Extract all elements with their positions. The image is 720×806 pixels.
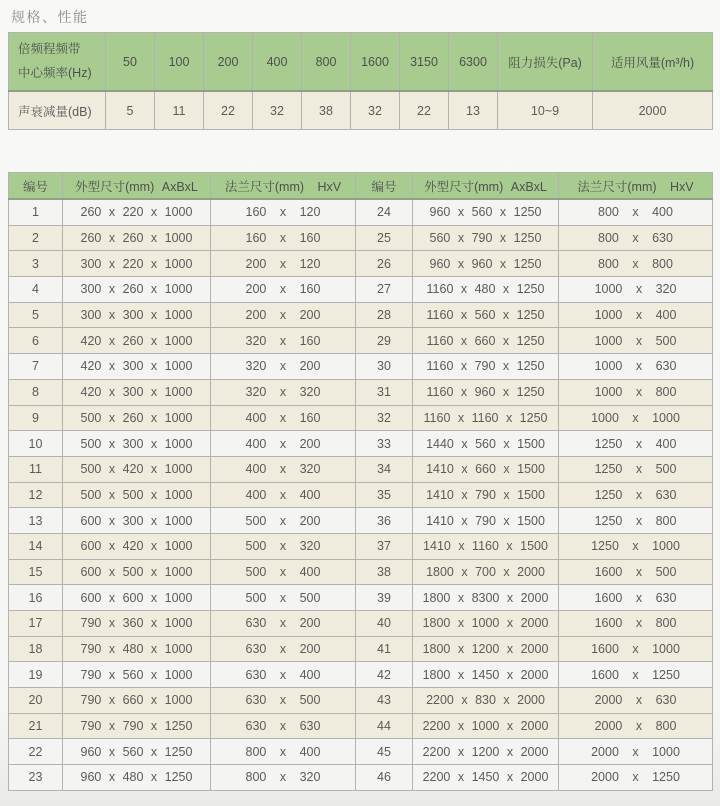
- table-row: [9, 559, 713, 585]
- table-row: [9, 251, 713, 277]
- row-number-cell: 28: [356, 302, 413, 328]
- outer-size-cell: 600 x 600 x 1000: [63, 585, 211, 611]
- outer-size-cell: 500 x 420 x 1000: [63, 456, 211, 482]
- table-row: [9, 688, 713, 714]
- attenuation-value-cell: 32: [253, 91, 302, 130]
- outer-size-header-cell: 外型尺寸(mm) AxBxL: [413, 173, 559, 200]
- flange-size-cell: 400 x 400: [211, 482, 356, 508]
- row-number-cell: 19: [9, 662, 63, 688]
- flange-size-cell: 800 x 320: [211, 765, 356, 791]
- flange-size-cell: 160 x 160: [211, 225, 356, 251]
- outer-size-cell: 1410 x 660 x 1500: [413, 456, 559, 482]
- flange-size-cell: 800 x 400: [211, 739, 356, 765]
- table-row: [9, 482, 713, 508]
- flange-size-header-cell: 法兰尺寸(mm) HxV: [559, 173, 713, 200]
- table-row: [9, 199, 713, 225]
- frequency-header-cell: 100: [155, 33, 204, 92]
- row-number-cell: 1: [9, 199, 63, 225]
- flange-size-cell: 800 x 400: [559, 199, 713, 225]
- row-number-cell: 44: [356, 713, 413, 739]
- row-number-cell: 46: [356, 765, 413, 791]
- outer-size-cell: 260 x 220 x 1000: [63, 199, 211, 225]
- outer-size-cell: 1410 x 790 x 1500: [413, 482, 559, 508]
- row-number-cell: 36: [356, 508, 413, 534]
- flange-size-cell: 160 x 120: [211, 199, 356, 225]
- octave-band-label-line2: 中心频率(Hz): [18, 65, 92, 80]
- row-number-cell: 30: [356, 354, 413, 380]
- row-number-cell: 41: [356, 636, 413, 662]
- row-number-cell: 42: [356, 662, 413, 688]
- flange-size-cell: 1250 x 630: [559, 482, 713, 508]
- row-number-cell: 5: [9, 302, 63, 328]
- resistance-loss-value-cell: 10~9: [498, 91, 593, 130]
- outer-size-cell: 1160 x 560 x 1250: [413, 302, 559, 328]
- row-number-cell: 13: [9, 508, 63, 534]
- outer-size-cell: 2200 x 830 x 2000: [413, 688, 559, 714]
- outer-size-cell: 600 x 300 x 1000: [63, 508, 211, 534]
- flange-size-cell: 500 x 500: [211, 585, 356, 611]
- page-title: 规格、性能: [11, 9, 89, 25]
- flange-size-cell: 630 x 200: [211, 636, 356, 662]
- outer-size-cell: 1160 x 960 x 1250: [413, 379, 559, 405]
- flange-size-cell: 630 x 200: [211, 611, 356, 637]
- row-number-cell: 38: [356, 559, 413, 585]
- outer-size-cell: 2200 x 1000 x 2000: [413, 713, 559, 739]
- outer-size-cell: 1410 x 1160 x 1500: [413, 533, 559, 559]
- outer-size-cell: 260 x 260 x 1000: [63, 225, 211, 251]
- frequency-header-cell: 200: [204, 33, 253, 92]
- row-number-cell: 31: [356, 379, 413, 405]
- outer-size-cell: 1160 x 790 x 1250: [413, 354, 559, 380]
- flange-size-header-cell: 法兰尺寸(mm) HxV: [211, 173, 356, 200]
- flange-size-cell: 500 x 200: [211, 508, 356, 534]
- row-number-cell: 6: [9, 328, 63, 354]
- spec-header-row: [9, 33, 713, 92]
- outer-size-cell: 1160 x 480 x 1250: [413, 277, 559, 303]
- row-number-cell: 2: [9, 225, 63, 251]
- outer-size-cell: 790 x 790 x 1250: [63, 713, 211, 739]
- flange-size-cell: 1000 x 630: [559, 354, 713, 380]
- flange-size-cell: 800 x 630: [559, 225, 713, 251]
- outer-size-cell: 1410 x 790 x 1500: [413, 508, 559, 534]
- outer-size-header-cell: 外型尺寸(mm) AxBxL: [63, 173, 211, 200]
- table-row: [9, 662, 713, 688]
- flange-size-cell: 1600 x 800: [559, 611, 713, 637]
- outer-size-cell: 500 x 300 x 1000: [63, 431, 211, 457]
- flange-size-cell: 2000 x 800: [559, 713, 713, 739]
- flange-size-cell: 1000 x 400: [559, 302, 713, 328]
- outer-size-cell: 1800 x 1450 x 2000: [413, 662, 559, 688]
- performance-spec-table: [8, 32, 713, 130]
- row-number-cell: 35: [356, 482, 413, 508]
- flange-size-cell: 1000 x 320: [559, 277, 713, 303]
- row-number-cell: 10: [9, 431, 63, 457]
- row-number-cell: 37: [356, 533, 413, 559]
- row-number-cell: 21: [9, 713, 63, 739]
- airflow-header-cell: 适用风量(m³/h): [593, 33, 713, 92]
- row-number-cell: 18: [9, 636, 63, 662]
- octave-band-header-cell: [9, 33, 106, 92]
- row-number-cell: 26: [356, 251, 413, 277]
- outer-size-cell: 790 x 480 x 1000: [63, 636, 211, 662]
- flange-size-cell: 500 x 400: [211, 559, 356, 585]
- table-row: [9, 533, 713, 559]
- flange-size-cell: 1600 x 630: [559, 585, 713, 611]
- outer-size-cell: 790 x 360 x 1000: [63, 611, 211, 637]
- outer-size-cell: 420 x 300 x 1000: [63, 379, 211, 405]
- row-number-cell: 39: [356, 585, 413, 611]
- row-number-cell: 14: [9, 533, 63, 559]
- row-number-cell: 25: [356, 225, 413, 251]
- row-number-cell: 4: [9, 277, 63, 303]
- table-row: [9, 405, 713, 431]
- outer-size-cell: 1160 x 1160 x 1250: [413, 405, 559, 431]
- attenuation-value-cell: 22: [400, 91, 449, 130]
- outer-size-cell: 790 x 560 x 1000: [63, 662, 211, 688]
- row-number-cell: 27: [356, 277, 413, 303]
- flange-size-cell: 1600 x 1000: [559, 636, 713, 662]
- number-header-cell: 编号: [9, 173, 63, 200]
- outer-size-cell: 500 x 500 x 1000: [63, 482, 211, 508]
- outer-size-cell: 300 x 260 x 1000: [63, 277, 211, 303]
- row-number-cell: 22: [9, 739, 63, 765]
- table-row: [9, 636, 713, 662]
- flange-size-cell: 320 x 320: [211, 379, 356, 405]
- row-number-cell: 15: [9, 559, 63, 585]
- row-number-cell: 17: [9, 611, 63, 637]
- flange-size-cell: 400 x 200: [211, 431, 356, 457]
- table-row: [9, 508, 713, 534]
- flange-size-cell: 2000 x 1000: [559, 739, 713, 765]
- flange-size-cell: 1250 x 500: [559, 456, 713, 482]
- outer-size-cell: 960 x 960 x 1250: [413, 251, 559, 277]
- outer-size-cell: 1800 x 700 x 2000: [413, 559, 559, 585]
- frequency-header-cell: 6300: [449, 33, 498, 92]
- table-row: [9, 611, 713, 637]
- table-row: [9, 277, 713, 303]
- attenuation-value-cell: 13: [449, 91, 498, 130]
- flange-size-cell: 630 x 500: [211, 688, 356, 714]
- attenuation-value-cell: 22: [204, 91, 253, 130]
- flange-size-cell: 200 x 200: [211, 302, 356, 328]
- row-number-cell: 12: [9, 482, 63, 508]
- flange-size-cell: 1000 x 800: [559, 379, 713, 405]
- table-row: [9, 765, 713, 791]
- attenuation-value-cell: 11: [155, 91, 204, 130]
- octave-band-label-line1: 倍频程频带: [18, 41, 81, 56]
- outer-size-cell: 420 x 260 x 1000: [63, 328, 211, 354]
- airflow-value-cell: 2000: [593, 91, 713, 130]
- flange-size-cell: 400 x 320: [211, 456, 356, 482]
- outer-size-cell: 1440 x 560 x 1500: [413, 431, 559, 457]
- flange-size-cell: 400 x 160: [211, 405, 356, 431]
- table-row: [9, 431, 713, 457]
- flange-size-cell: 500 x 320: [211, 533, 356, 559]
- outer-size-cell: 2200 x 1200 x 2000: [413, 739, 559, 765]
- flange-size-cell: 630 x 400: [211, 662, 356, 688]
- outer-size-cell: 300 x 220 x 1000: [63, 251, 211, 277]
- flange-size-cell: 1600 x 1250: [559, 662, 713, 688]
- flange-size-cell: 630 x 630: [211, 713, 356, 739]
- row-number-cell: 34: [356, 456, 413, 482]
- row-number-cell: 16: [9, 585, 63, 611]
- flange-size-cell: 2000 x 1250: [559, 765, 713, 791]
- flange-size-cell: 1250 x 400: [559, 431, 713, 457]
- row-number-cell: 40: [356, 611, 413, 637]
- table-row: [9, 713, 713, 739]
- row-number-cell: 20: [9, 688, 63, 714]
- outer-size-cell: 1800 x 8300 x 2000: [413, 585, 559, 611]
- attenuation-value-cell: 5: [106, 91, 155, 130]
- flange-size-cell: 200 x 120: [211, 251, 356, 277]
- flange-size-cell: 1250 x 800: [559, 508, 713, 534]
- row-number-cell: 43: [356, 688, 413, 714]
- table-row: [9, 456, 713, 482]
- outer-size-cell: 500 x 260 x 1000: [63, 405, 211, 431]
- table-row: [9, 328, 713, 354]
- row-number-cell: 7: [9, 354, 63, 380]
- row-number-cell: 23: [9, 765, 63, 791]
- frequency-header-cell: 3150: [400, 33, 449, 92]
- outer-size-cell: 960 x 560 x 1250: [63, 739, 211, 765]
- outer-size-cell: 2200 x 1450 x 2000: [413, 765, 559, 791]
- row-number-cell: 3: [9, 251, 63, 277]
- table-row: [9, 354, 713, 380]
- outer-size-cell: 420 x 300 x 1000: [63, 354, 211, 380]
- attenuation-value-cell: 32: [351, 91, 400, 130]
- outer-size-cell: 960 x 560 x 1250: [413, 199, 559, 225]
- flange-size-cell: 2000 x 630: [559, 688, 713, 714]
- row-number-cell: 24: [356, 199, 413, 225]
- frequency-header-cell: 400: [253, 33, 302, 92]
- attenuation-data-row: [9, 91, 713, 130]
- number-header-cell: 编号: [356, 173, 413, 200]
- flange-size-cell: 1000 x 1000: [559, 405, 713, 431]
- table-row: [9, 585, 713, 611]
- flange-size-cell: 200 x 160: [211, 277, 356, 303]
- row-number-cell: 32: [356, 405, 413, 431]
- attenuation-row-label: 声衰减量(dB): [9, 91, 106, 130]
- row-number-cell: 9: [9, 405, 63, 431]
- outer-size-cell: 600 x 500 x 1000: [63, 559, 211, 585]
- flange-size-cell: 800 x 800: [559, 251, 713, 277]
- flange-size-cell: 320 x 160: [211, 328, 356, 354]
- row-number-cell: 8: [9, 379, 63, 405]
- table-row: [9, 379, 713, 405]
- flange-size-cell: 320 x 200: [211, 354, 356, 380]
- frequency-header-cell: 50: [106, 33, 155, 92]
- attenuation-value-cell: 38: [302, 91, 351, 130]
- flange-size-cell: 1250 x 1000: [559, 533, 713, 559]
- resistance-loss-header-cell: 阻力损失(Pa): [498, 33, 593, 92]
- dimensions-table: [8, 172, 713, 791]
- size-table-header-row: [9, 173, 713, 200]
- table-row: [9, 739, 713, 765]
- outer-size-cell: 560 x 790 x 1250: [413, 225, 559, 251]
- flange-size-cell: 1600 x 500: [559, 559, 713, 585]
- flange-size-cell: 1000 x 500: [559, 328, 713, 354]
- outer-size-cell: 790 x 660 x 1000: [63, 688, 211, 714]
- outer-size-cell: 1800 x 1000 x 2000: [413, 611, 559, 637]
- frequency-header-cell: 800: [302, 33, 351, 92]
- frequency-header-cell: 1600: [351, 33, 400, 92]
- row-number-cell: 33: [356, 431, 413, 457]
- table-row: [9, 225, 713, 251]
- outer-size-cell: 1800 x 1200 x 2000: [413, 636, 559, 662]
- row-number-cell: 45: [356, 739, 413, 765]
- outer-size-cell: 300 x 300 x 1000: [63, 302, 211, 328]
- outer-size-cell: 960 x 480 x 1250: [63, 765, 211, 791]
- row-number-cell: 11: [9, 456, 63, 482]
- row-number-cell: 29: [356, 328, 413, 354]
- outer-size-cell: 600 x 420 x 1000: [63, 533, 211, 559]
- table-row: [9, 302, 713, 328]
- outer-size-cell: 1160 x 660 x 1250: [413, 328, 559, 354]
